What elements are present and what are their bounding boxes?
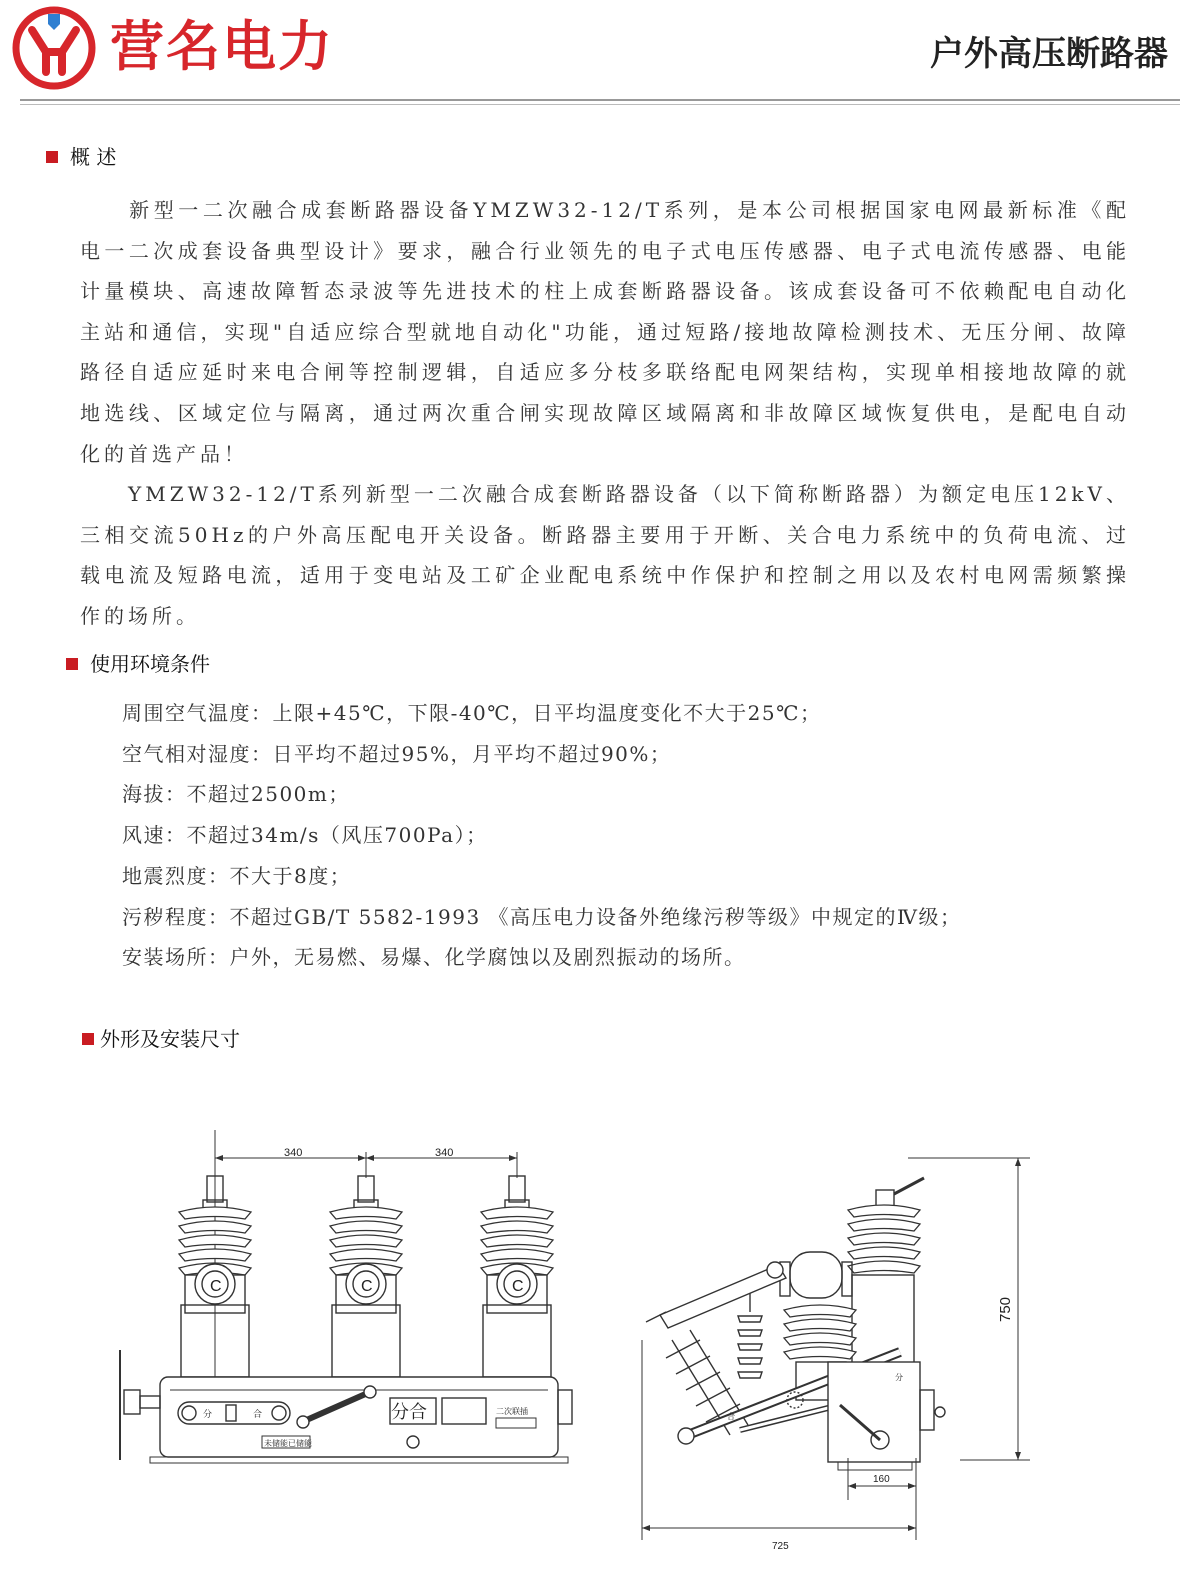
bullet-square-icon [82, 1033, 94, 1045]
header-divider [20, 99, 1180, 101]
dim-base-width: 160 [873, 1474, 890, 1485]
document-title: 户外高压断路器 [930, 34, 1168, 74]
outline-dimension-drawing [0, 1100, 1200, 1570]
environment-item-pollution: 污秽程度：不超过GB/T 5582-1993 《高压电力设备外绝缘污秽等级》中规定的Ⅳ级； [122, 904, 962, 929]
section-title: 外形及安装尺寸 [100, 1027, 240, 1051]
front-label-spring: 未储能已储能 [264, 1439, 312, 1448]
bullet-square-icon [66, 658, 78, 670]
side-view [642, 1158, 1030, 1540]
brand-name: 营名电力 [110, 15, 334, 78]
pole-mark-middle: C [361, 1278, 373, 1295]
environment-item-temperature: 周围空气温度：上限+45℃，下限-40℃，日平均温度变化不大于25℃； [122, 701, 822, 725]
side-label-close: 合 [727, 1412, 735, 1421]
overview-paragraph-2: YMZW32-12/T系列新型一二次融合成套断路器设备（以下简称断路器）为额定电压12kV、三相交流50Hz的户外高压配电开关设备。断路器主要用于开断、关合电力系统中的负荷电流、过载电流及短路电流，适用于变电站及工矿企业配电系统中作保护和控制之用以及农村电网需频繁操作的场所。 [80, 482, 1130, 628]
bullet-square-icon [46, 151, 58, 163]
section-heading-environment [66, 651, 210, 677]
overview-paragraph-1: 新型一二次融合成套断路器设备YMZW32-12/T系列，是本公司根据国家电网最新标准《配电一二次成套设备典型设计》要求，融合行业领先的电子式电压传感器、电子式电流传感器、电能计量模块、高速故障暂态录波等先进技术的柱上成套断路器设备。该成套设备可不依赖配电自动化主站和通信，实现"自适应综合型就地自动化"功能，通过短路/接地故障检测技术、无压分闸、故障路径自适应延时来电合闸等控制逻辑，自适应多分枝多联络配电网架结构，实现单相接地故障的就地选线、区域定位与隔离，通过两次重合闸实现故障区域隔离和非故障区域恢复供电，是配电自动化的首选产品！ [80, 198, 1130, 466]
page-header [0, 0, 1200, 100]
dim-total-width: 725 [772, 1541, 789, 1552]
environment-item-humidity: 空气相对湿度：日平均不超过95%，月平均不超过90%； [122, 741, 672, 766]
brand-logo-icon [12, 6, 96, 90]
dim-height: 750 [997, 1296, 1014, 1322]
environment-item-seismic: 地震烈度：不大于8度； [122, 863, 352, 888]
front-panel-open-close: 分合 [391, 1402, 427, 1422]
front-label-open: 分 [203, 1409, 213, 1419]
environment-item-site: 安装场所：户外，无易燃、易爆、化学腐蚀以及剧烈振动的场所。 [122, 945, 746, 970]
header-divider-thin [20, 104, 1180, 105]
environment-list [122, 693, 1102, 978]
front-label-close: 合 [253, 1409, 263, 1419]
section-title: 概 述 [70, 145, 117, 169]
pole-mark-left: C [210, 1278, 222, 1295]
section-heading-dimensions [82, 1026, 240, 1052]
pole-right [481, 1176, 553, 1377]
pole-mark-right: C [512, 1278, 524, 1295]
section-title: 使用环境条件 [90, 652, 210, 676]
environment-item-altitude: 海拔：不超过2500m； [122, 782, 350, 807]
pole-middle [330, 1176, 402, 1377]
front-label-secondary: 二次联插 [496, 1407, 528, 1416]
dim-spacing-right: 340 [435, 1147, 454, 1159]
dim-spacing-left: 340 [284, 1147, 303, 1159]
section-heading-overview [46, 144, 116, 170]
side-label-open: 分 [895, 1373, 903, 1382]
environment-item-wind: 风速：不超过34m/s（风压700Pa）； [122, 823, 488, 848]
